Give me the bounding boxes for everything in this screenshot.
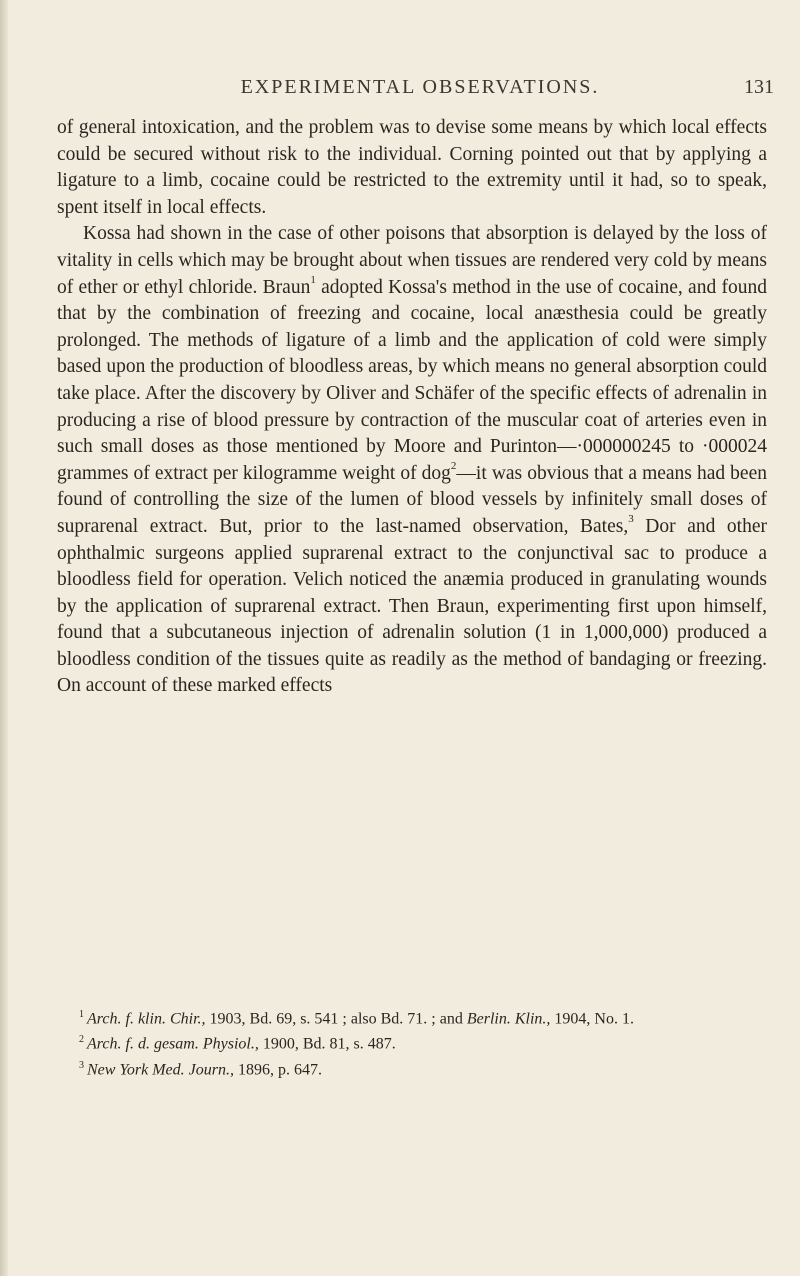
footnotes [57, 1004, 767, 1080]
paragraph-2-text-1: Kossa had shown in the case of other poisons that absorption is delayed by the loss of vitality in cells which may be brought about when tissues are rendered very cold by means of ether or ethyl chloride. Braun [57, 223, 767, 298]
running-head-title: EXPERIMENTAL OBSERVATIONS. [240, 76, 600, 98]
footnote-1-mark: 1 [79, 1009, 84, 1020]
footnote-1-journal-2: Berlin. Klin., [466, 1010, 551, 1028]
footnote-3-mark: 3 [79, 1059, 84, 1071]
footnote-3 [57, 1055, 767, 1080]
footnote-3-details: 1896, p. 647. [233, 1060, 322, 1078]
page-binding-shadow [0, 0, 8, 1276]
paragraph-1: of general intoxication, and the problem was to devise some means by which local effects could be secured without risk to the individual. Corning pointed out that by applying a ligature to a limb, cocaine could be restricted to the extremity until it had, so to speak, spent itself in local effects. [57, 117, 767, 218]
footnote-1 [57, 1004, 767, 1029]
footnote-ref-3: 3 [628, 513, 634, 526]
footnote-1-details-2: 1904, No. 1. [550, 1010, 634, 1028]
footnote-2-mark: 2 [79, 1034, 84, 1046]
footnote-1-journal: Arch. f. klin. Chir., [87, 1010, 206, 1028]
page-number: 131 [744, 76, 774, 98]
footnote-ref-1: 1 [310, 274, 316, 287]
footnote-ref-2: 2 [450, 460, 457, 473]
body-text [57, 115, 767, 700]
footnote-3-journal: New York Med. Journ., [87, 1060, 234, 1078]
footnote-2 [57, 1029, 767, 1054]
paragraph-2-text-3: —it was obvious that a means had been found of controlling the size of the lumen of blood vessels by infinitely small doses of suprarenal extract. But, prior to the last-named observation, Bates, [57, 462, 767, 537]
paragraph-2 [57, 221, 767, 700]
footnote-2-details: 1900, Bd. 81, s. 487. [258, 1035, 396, 1053]
paragraph-2-text-2: adopted Kossa's method in the use of cocaine, and found that by the combination of freezing and cocaine, local anæsthesia could be greatly prolonged. The methods of ligature of a limb and the application of cold were simply based upon the production of bloodless areas, by which means no general absorption could take place. After the discovery by Oliver and Schäfer of the specific effects of adrenalin in producing a rise of blood pressure by contraction of the muscular coat of arteries even in such small doses as those mentioned by Moore and Purinton—·000000245 to ·000024 grammes of extract per kilogramme weight of dog [57, 276, 767, 484]
footnote-2-journal: Arch. f. d. gesam. Physiol., [87, 1035, 259, 1053]
running-head [60, 76, 780, 104]
footnote-1-details: 1903, Bd. 69, s. 541 ; also Bd. 71. ; and [205, 1010, 467, 1028]
paragraph-2-text-4: Dor and other ophthalmic surgeons applied suprarenal extract to the conjunctival sac to produce a bloodless field for operation. Velich noticed the anæmia produced in granulating wounds by the application of suprarenal extract. Then Braun, experimenting first upon himself, found that a subcutaneous injection of adrenalin solution (1 in 1,000,000) produced a bloodless condition of the tissues quite as readily as the method of bandaging or freezing. On account of these marked effects [57, 515, 767, 697]
